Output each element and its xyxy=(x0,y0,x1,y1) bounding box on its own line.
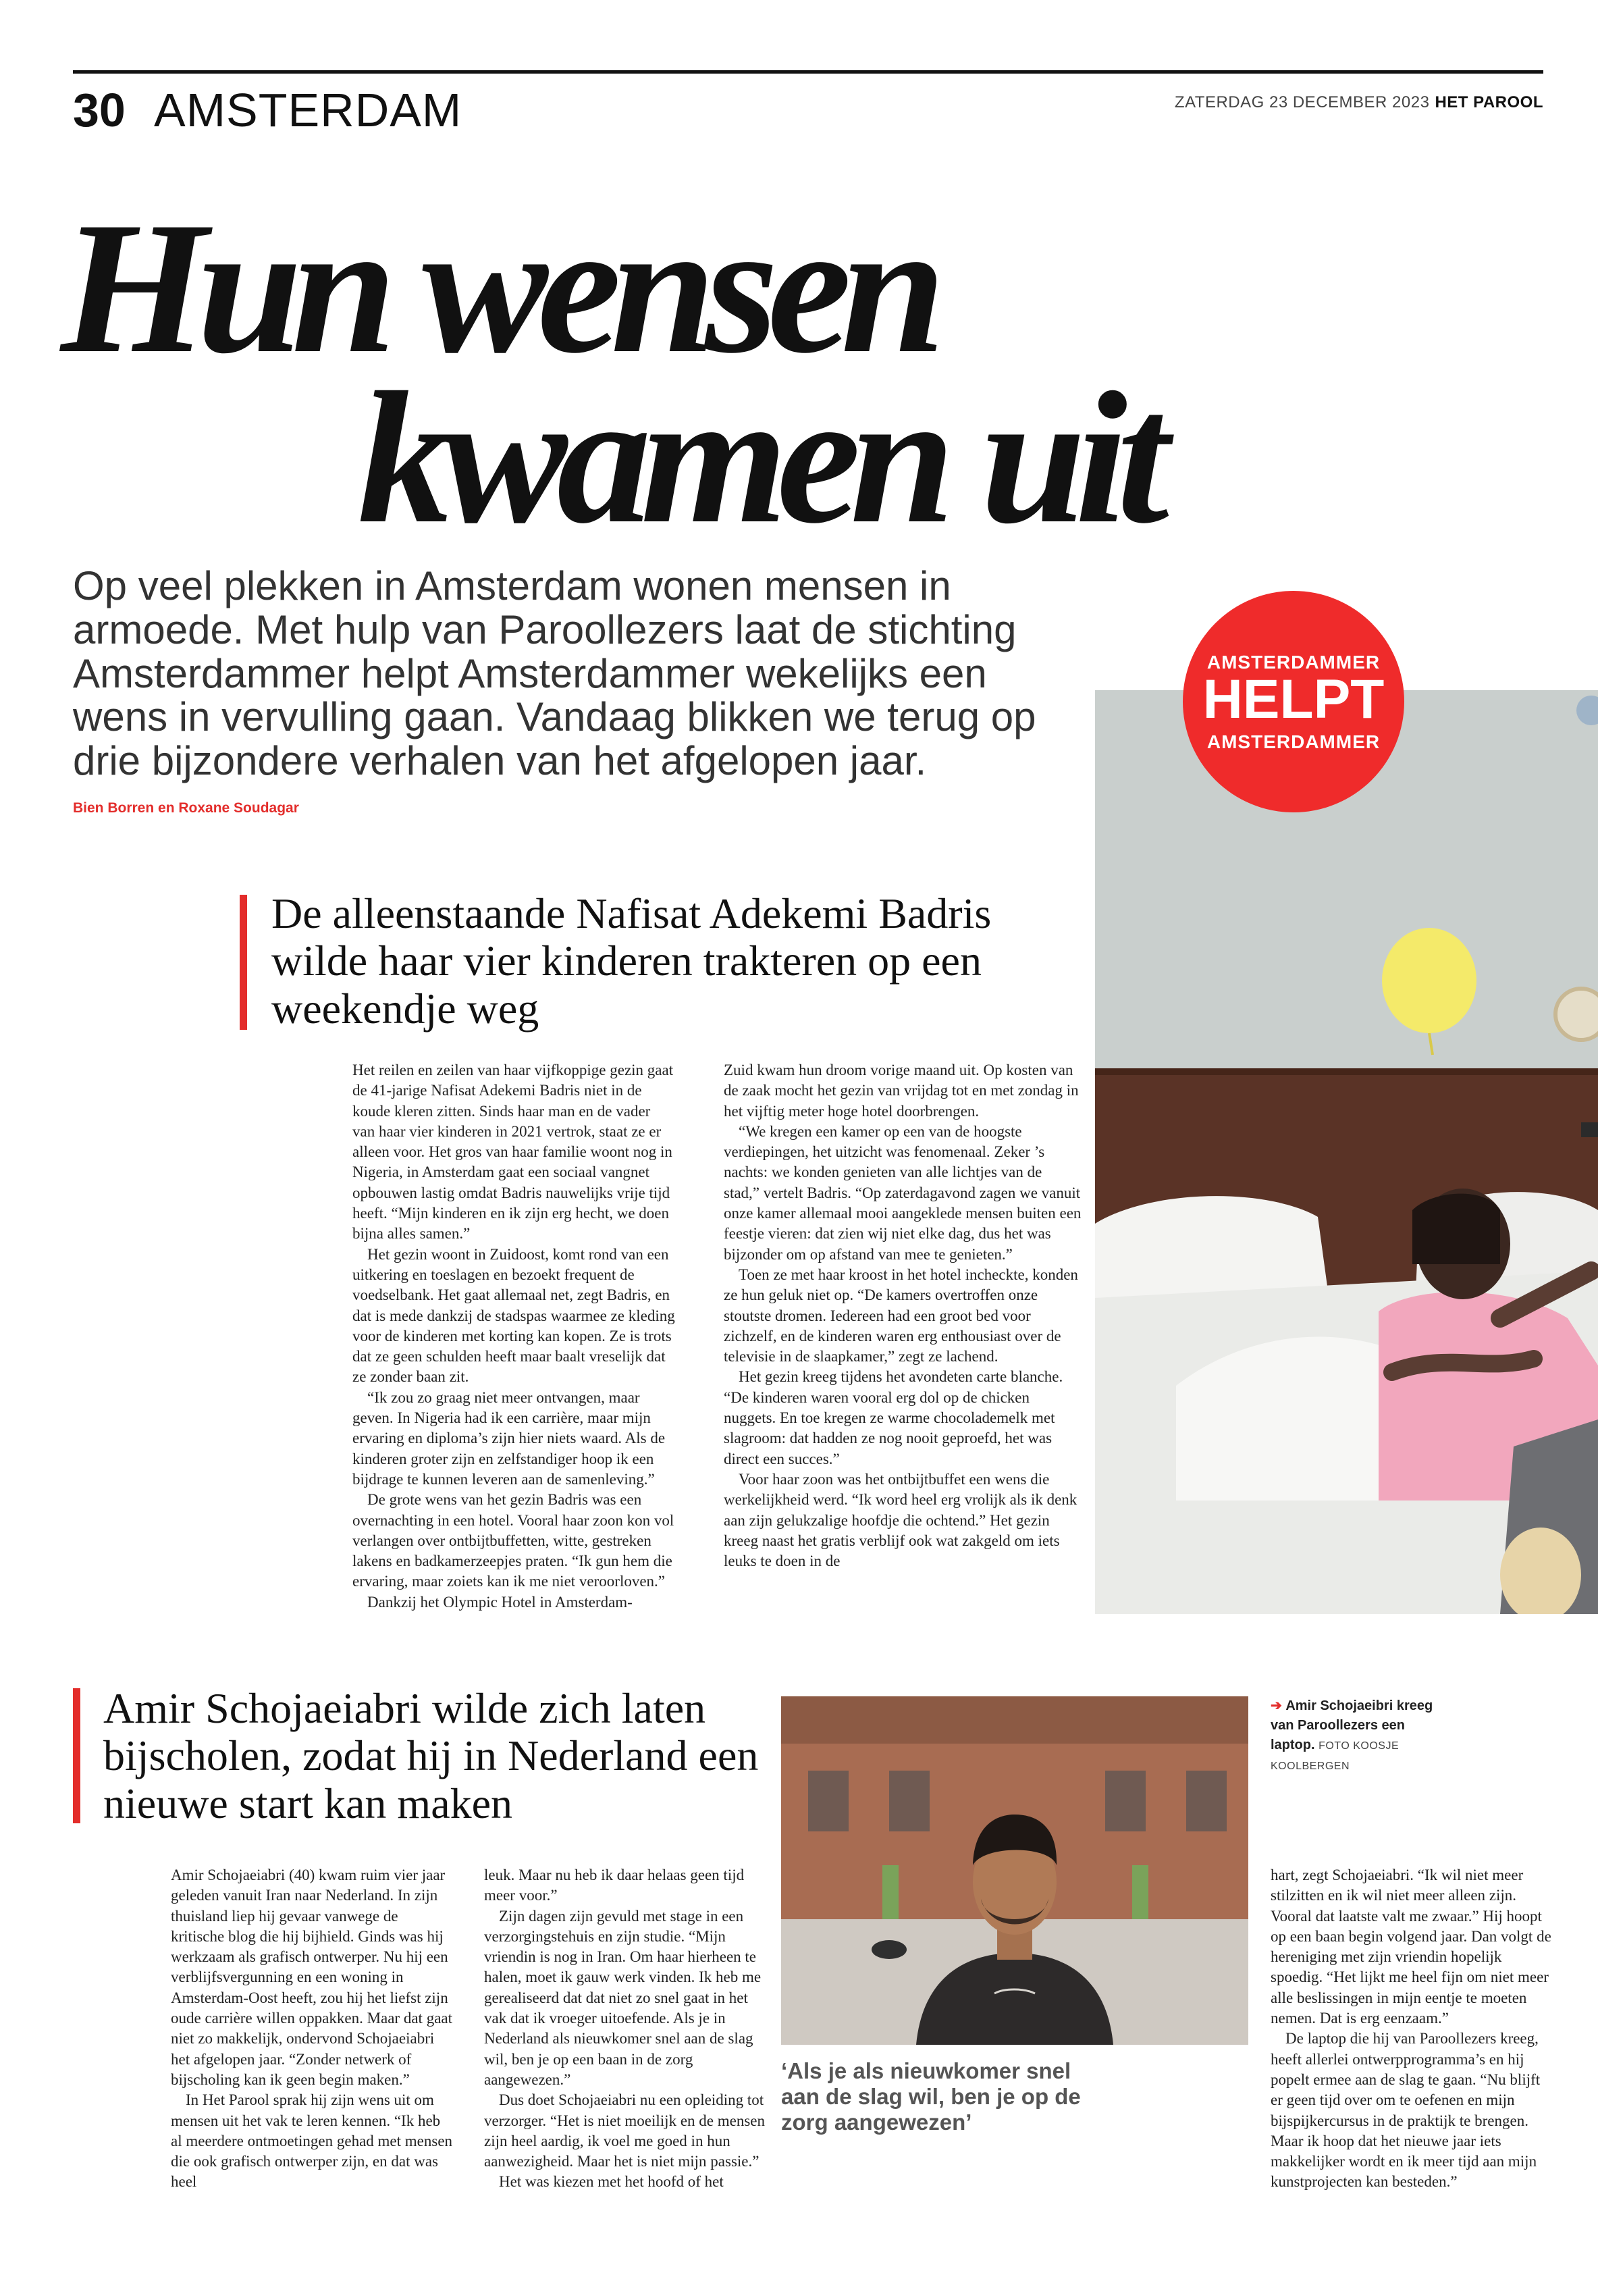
caption-text: Amir Schojaeibri kreeg van Paroollezers een laptop. xyxy=(1271,1698,1433,1752)
header-date: ZATERDAG 23 DECEMBER 2023 xyxy=(1174,93,1430,111)
story-1-accent-bar xyxy=(240,895,247,1030)
headline-line-2: kwamen uit xyxy=(358,353,1158,563)
paragraph: De laptop die hij van Paroollezers kreeg, heeft allerlei ontwerpprogramma’s en hij popelt ermee aan de slag te gaan. “Nu blijft er geen tijd over om te oefenen en mijn bijspijkercursus in de praktijk te brengen. Maar ik hoop dat het nieuwe jaar iets makkelijker wordt en ik meer tijd aan mijn kunstprojecten kan besteden.” xyxy=(1271,2030,1541,2191)
paragraph: De grote wens van het gezin Badris was een overnachting in een hotel. Vooral haar zoon kon vol verlangen over ontbijtbuffetten, witte, gestreken lakens en badkamerzeepjes praten. “Ik gun hem die ervaring, maar zoiets kan ik me niet veroorloven.” xyxy=(352,1491,674,1590)
story-1-column-2 xyxy=(724,1060,1082,1571)
story-1-column-1 xyxy=(352,1060,676,1613)
portrait-photo xyxy=(781,1696,1248,2045)
family-photo-illustration xyxy=(1095,690,1598,1614)
portrait-photo-illustration xyxy=(781,1696,1248,2045)
headline-line-1: Hun wensen xyxy=(61,182,935,392)
page-number: 30 xyxy=(73,84,126,136)
paragraph: Toen ze met haar kroost in het hotel incheckte, konden ze hun geluk niet op. “De kamers overtroffen onze stoutste dromen. Iedereen had een groot bed voor zichzelf, en de kinderen waren erg enthousiast over de televisie in de slaapkamer,” zegt ze lachend. xyxy=(724,1266,1078,1365)
story-2-column-2 xyxy=(484,1865,768,2193)
header-date-line xyxy=(1175,93,1543,112)
top-rule xyxy=(73,70,1543,74)
paragraph: hart, zegt Schojaeiabri. “Ik wil niet meer stilzitten en ik wil niet meer alleen zijn. Vooral dat laatste valt me zwaar.” Hij hoopt op een baan begin volgend jaar. Dan volgt de hereniging met zijn vriendin hopelijk spoedig. “Het lijkt me heel fijn om niet meer alle beslissingen in mijn eentje te moeten nemen. Dat is erg eenzaam.” xyxy=(1271,1867,1551,2027)
story-2-column-3 xyxy=(1271,1865,1554,2193)
arrow-right-icon: ➔ xyxy=(1271,1698,1282,1713)
story-2-column-1 xyxy=(171,1865,454,2193)
story-2-accent-bar xyxy=(73,1688,80,1823)
paragraph: leuk. Maar nu heb ik daar helaas geen tijd meer voor.” xyxy=(484,1867,745,1904)
story-2-headline: Amir Schojaeiabri wilde zich laten bijscholen, zodat hij in Nederland een nieuwe start kan maken xyxy=(103,1684,759,1827)
paragraph: Dus doet Schojaeiabri nu een opleiding tot verzorger. “Het is niet moeilijk en de mensen zijn heel aardig, ik voel me goed in hun aanwezigheid. Maar het is niet mijn passie.” xyxy=(484,2091,765,2170)
paragraph: “Ik zou zo graag niet meer ontvangen, maar geven. In Nigeria had ik een carrière, maar mijn ervaring en diploma’s zijn hier niets waard. Als de kinderen groter zijn en zelfstandiger hoop ik een bijdrage te kunnen leveren aan de samenleving.” xyxy=(352,1388,666,1488)
logo-line-1: AMSTERDAMMER xyxy=(1206,652,1381,673)
photo-caption xyxy=(1271,1696,1439,1776)
paragraph: Amir Schojaeiabri (40) kwam ruim vier jaar geleden vanuit Iran naar Nederland. In zijn thuisland liep hij gevaar vanwege de kritische blog die hij bijhield. Ginds was hij werkzaam als grafisch ontwerper. Nu hij een verblijfsvergunning en een woning in Amsterdam-Oost heeft, zou hij het liefst zijn oude carrière willen oppakken. Maar dat gaat niet zo makkelijk, ondervond Schojaeiabri het afgelopen jaar. “Zonder netwerk of bijscholing kan ik geen begin maken.” xyxy=(171,1867,452,2088)
logo-line-2: HELPT xyxy=(1202,669,1385,730)
publication-name: HET PAROOL xyxy=(1435,93,1543,111)
byline: Bien Borren en Roxane Soudagar xyxy=(73,800,299,816)
intro-text: Op veel plekken in Amsterdam wonen mensen in armoede. Met hulp van Paroollezers laat de stichting Amsterdammer helpt Amsterdammer wekelijks een wens in vervulling gaan. Vandaag blikken we terug op drie bijzondere verhalen van het afgelopen jaar. xyxy=(73,563,1036,784)
paragraph: Voor haar zoon was het ontbijtbuffet een wens die werkelijkheid werd. “Ik word heel erg vrolijk als ik denk aan zijn gelukzalige hoofdje die ochtend.” Het gezin kreeg naast het gratis verblijf ook wat zakgeld om iets leuks te doen in de xyxy=(724,1470,1077,1570)
paragraph: Zuid kwam hun droom vorige maand uit. Op kosten van de zaak mocht het gezin van vrijdag tot en met zondag in het vijftig meter hoge hotel doorbrengen. xyxy=(724,1062,1079,1120)
logo-line-3: AMSTERDAMMER xyxy=(1206,731,1381,752)
story-1-headline: De alleenstaande Nafisat Adekemi Badris wilde haar vier kinderen trakteren op een weekendje weg xyxy=(271,889,992,1033)
paragraph: Zijn dagen zijn gevuld met stage in een verzorgingstehuis en zijn studie. “Mijn vriendin is nog in Iran. Om haar hierheen te halen, moet ik gauw werk vinden. Ik heb me gerealiseerd dat dat niet zo snel gaat in het vak dat ik vroeger uitoefende. Als je in Nederland als nieuwkomer snel aan de slag wil, ben je op een baan in de zorg aangewezen.” xyxy=(484,1907,762,2088)
family-photo xyxy=(1095,690,1598,1614)
amsterdammer-helpt-logo xyxy=(1183,591,1404,812)
paragraph: Dankzij het Olympic Hotel in Amsterdam- xyxy=(367,1593,633,1611)
paragraph: Het gezin kreeg tijdens het avondeten carte blanche. “De kinderen waren vooral erg dol op de chicken nuggets. En toe kregen ze warme chocolademelk met slagroom: dat hadden ze nog nooit geproefd, het was direct een succes.” xyxy=(724,1368,1063,1467)
headline xyxy=(61,182,1158,563)
section-name: AMSTERDAM xyxy=(154,84,462,136)
photo-credit: FOTO KOOSJE KOOLBERGEN xyxy=(1271,1740,1400,1772)
pull-quote: ‘Als je als nieuwkomer snel aan de slag wil, ben je op de zorg aangewezen’ xyxy=(781,2058,1081,2135)
paragraph: Het gezin woont in Zuidoost, komt rond van een uitkering en toeslagen en bezoekt frequent de voedselbank. Het gaat allemaal net, zegt Badris, en dat is mede dankzij de stadspas waarmee ze kleding voor de kinderen met korting kan kopen. Ze is trots dat ze geen schulden heeft maar baalt vreselijk dat ze zonder baan zit. xyxy=(352,1245,675,1386)
paragraph: “We kregen een kamer op een van de hoogste verdiepingen, het uitzicht was fenomenaal. Zeker ’s nachts: we konden genieten van alle lichtjes van de stad,” vertelt Badris. “Op zaterdagavond zagen we vanuit onze kamer allemaal mooi aangeklede mensen buiten een feestje vieren: dat zien wij niet elke dag, dus het was bijzonder om op afstand van mee te genieten.” xyxy=(724,1122,1082,1263)
paragraph: In Het Parool sprak hij zijn wens uit om mensen uit het vak te leren kennen. “Ik heb al meerdere ontmoetingen gehad met mensen die ook grafisch ontwerper zijn, en dat was heel xyxy=(171,2091,453,2191)
paragraph: Het was kiezen met het hoofd of het xyxy=(499,2173,724,2191)
paragraph: Het reilen en zeilen van haar vijfkoppige gezin gaat de 41-jarige Nafisat Adekemi Badris niet in de koude kleren zitten. Sinds haar man en de vader van haar vier kinderen in 2021 vertrok, staat ze er alleen voor. Het gros van haar familie woont nog in Nigeria, in Amsterdam gaat een sociaal vangnet opbouwen lastig omdat Badris nauwelijks vrije tijd heeft. “Mijn kinderen en ik zijn erg hecht, we doen bijna alles samen.” xyxy=(352,1062,674,1243)
